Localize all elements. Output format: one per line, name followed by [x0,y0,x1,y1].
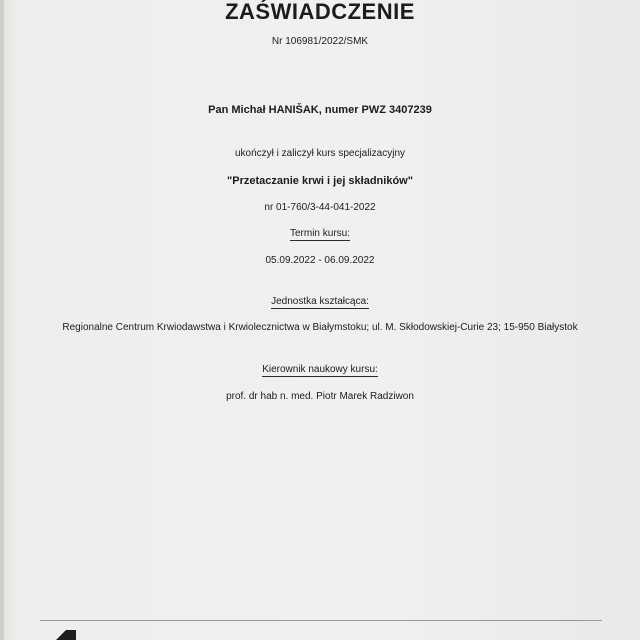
footer-divider [40,620,602,621]
unit-label-text: Jednostka kształcąca: [271,296,369,307]
term-label-text: Termin kursu: [289,228,350,239]
head-value: prof. dr hab n. med. Piotr Marek Radziwon [226,391,414,402]
course-number: nr 01-760/3-44-041-2022 [264,202,376,213]
paper-edge [0,0,4,640]
head-label [0,364,640,375]
term-value: 05.09.2022 - 06.09.2022 [265,255,375,266]
document-number: Nr 106981/2022/SMK [271,36,369,47]
corner-mark [56,630,76,640]
course-name: "Przetaczanie krwi i jej składników" [227,175,413,187]
completion-statement: ukończył i zaliczył kurs specjalizacyjny [234,148,406,159]
head-label-text: Kierownik naukowy kursu: [262,364,378,375]
unit-label [0,296,640,307]
recipient-line: Pan Michał HANIŠAK, numer PWZ 3407239 [208,104,432,116]
document-title: ZAŚWIADCZENIE [225,0,415,24]
term-label [0,228,640,239]
unit-value: Regionalne Centrum Krwiodawstwa i Krwiolecznictwa w Białymstoku; ul. M. Skłodowskiej-Curie 23; 15-950 Białystok [62,322,578,333]
